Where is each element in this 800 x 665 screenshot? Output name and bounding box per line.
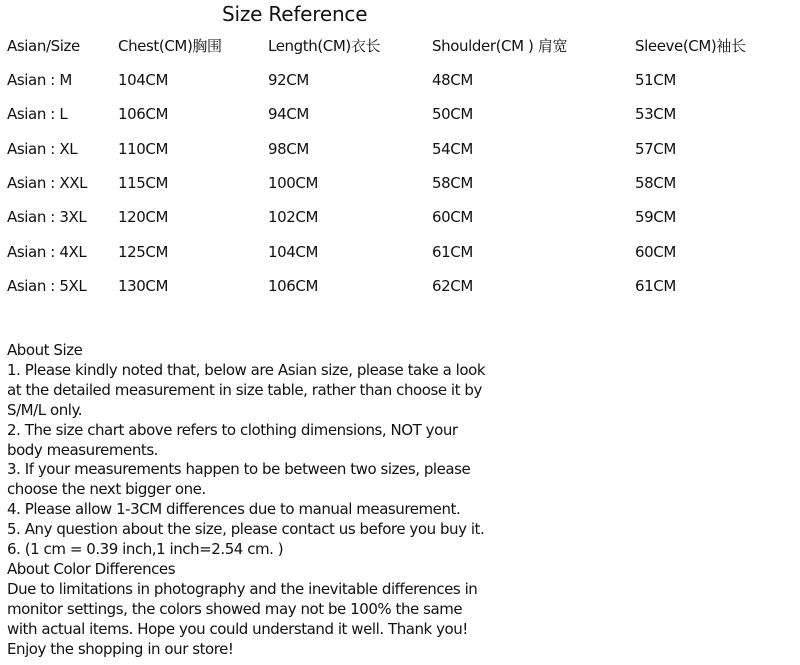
table-cell-shoulder: 50CM (432, 105, 473, 123)
table-cell-chest: 106CM (118, 105, 169, 123)
note-line: with actual items. Hope you could understand it well. Thank you! (7, 619, 468, 638)
table-cell-length: 102CM (268, 208, 319, 226)
table-cell-shoulder: 62CM (432, 277, 473, 295)
table-header-length: Length(CM)衣长 (268, 37, 381, 55)
table-header-sleeve: Sleeve(CM)袖长 (635, 37, 746, 55)
table-cell-sleeve: 61CM (635, 277, 676, 295)
note-line: choose the next bigger one. (7, 480, 206, 499)
table-cell-length: 92CM (268, 71, 309, 89)
table-cell-size: Asian : XL (7, 140, 78, 158)
size-table (7, 0, 797, 300)
table-cell-chest: 130CM (118, 277, 169, 295)
table-cell-chest: 120CM (118, 208, 169, 226)
table-cell-sleeve: 57CM (635, 140, 676, 158)
table-header-chest: Chest(CM)胸围 (118, 37, 222, 55)
about-size-heading: About Size (7, 341, 83, 359)
table-cell-length: 94CM (268, 105, 309, 123)
table-cell-chest: 110CM (118, 140, 169, 158)
note-line: 2. The size chart above refers to clothing dimensions, NOT your (7, 420, 458, 439)
table-cell-size: Asian : M (7, 71, 72, 89)
note-line: S/M/L only. (7, 400, 83, 419)
table-cell-sleeve: 58CM (635, 174, 676, 192)
table-cell-sleeve: 53CM (635, 105, 676, 123)
note-line: monitor settings, the colors showed may not be 100% the same (7, 599, 463, 618)
note-line: 6. (1 cm = 0.39 inch,1 inch=2.54 cm. ) (7, 540, 284, 559)
table-cell-sleeve: 51CM (635, 71, 676, 89)
table-cell-chest: 104CM (118, 71, 169, 89)
table-cell-length: 104CM (268, 243, 319, 261)
table-cell-size: Asian : 3XL (7, 208, 87, 226)
table-cell-chest: 125CM (118, 243, 169, 261)
note-line: 1. Please kindly noted that, below are Asian size, please take a look (7, 360, 486, 379)
table-cell-shoulder: 48CM (432, 71, 473, 89)
table-cell-size: Asian : 4XL (7, 243, 87, 261)
size-notes (7, 341, 527, 660)
table-header-shoulder: Shoulder(CM ) 肩宽 (432, 37, 568, 55)
table-header-size: Asian/Size (7, 37, 80, 55)
page-title: Size Reference (222, 2, 368, 26)
about-color-heading: About Color Differences (7, 559, 176, 578)
table-cell-shoulder: 60CM (432, 208, 473, 226)
note-line: 5. Any question about the size, please contact us before you buy it. (7, 520, 485, 539)
table-cell-chest: 115CM (118, 174, 169, 192)
note-line: body measurements. (7, 440, 158, 459)
note-line: 4. Please allow 1-3CM differences due to manual measurement. (7, 500, 461, 519)
table-cell-shoulder: 54CM (432, 140, 473, 158)
note-line: Due to limitations in photography and the inevitable differences in (7, 579, 478, 598)
table-cell-size: Asian : 5XL (7, 277, 87, 295)
table-cell-size: Asian : XXL (7, 174, 88, 192)
table-cell-shoulder: 58CM (432, 174, 473, 192)
table-cell-sleeve: 60CM (635, 243, 676, 261)
note-line: at the detailed measurement in size table, rather than choose it by (7, 380, 482, 399)
note-line: 3. If your measurements happen to be between two sizes, please (7, 460, 471, 479)
table-cell-shoulder: 61CM (432, 243, 473, 261)
table-cell-length: 106CM (268, 277, 319, 295)
table-cell-size: Asian : L (7, 105, 68, 123)
table-cell-length: 98CM (268, 140, 309, 158)
closing-line: Enjoy the shopping in our store! (7, 639, 234, 658)
table-cell-length: 100CM (268, 174, 319, 192)
table-cell-sleeve: 59CM (635, 208, 676, 226)
